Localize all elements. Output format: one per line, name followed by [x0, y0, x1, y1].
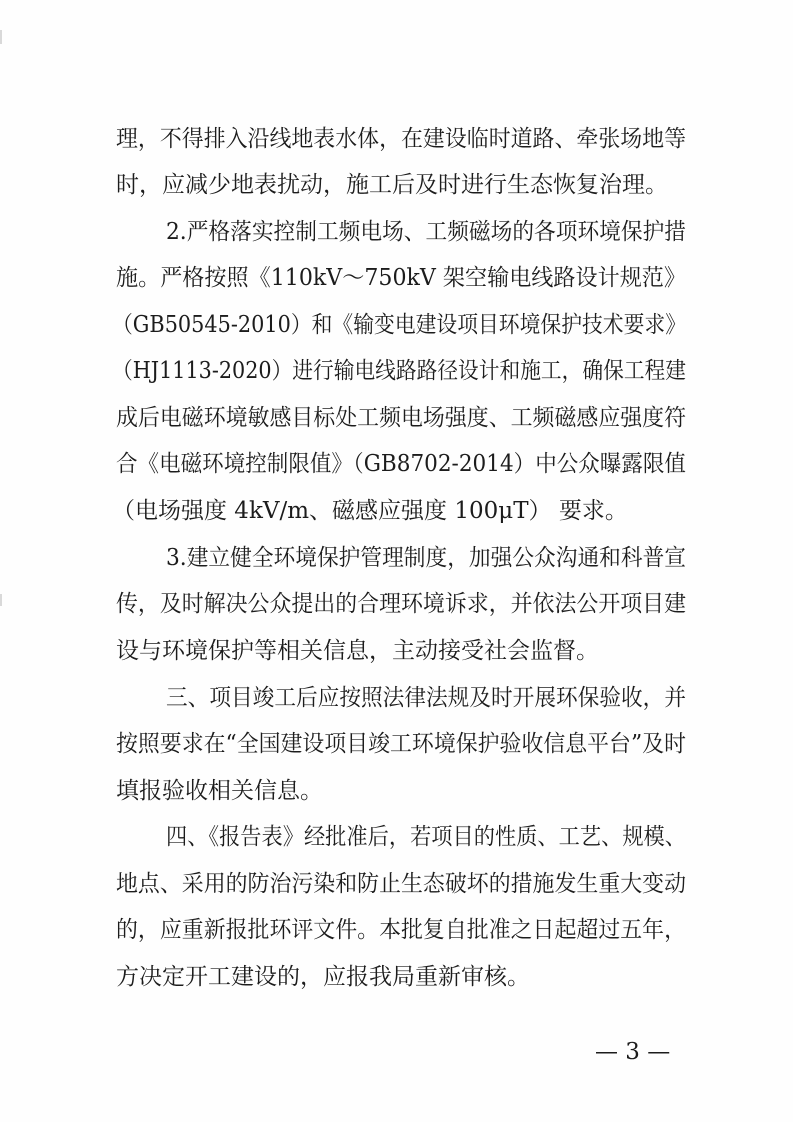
- paragraph-line: 时，应减少地表扰动，施工后及时进行生态恢复治理。: [116, 172, 668, 198]
- paragraph-line: 传，及时解决公众提出的合理环境诉求，并依法公开项目建: [116, 591, 687, 617]
- paragraph-line: （HJ1113-2020）进行输电线路路径设计和施工，确保工程建: [112, 358, 686, 384]
- paragraph-line: 的，应重新报批环评文件。本批复自批准之日起超过五年，: [116, 917, 687, 943]
- paragraph-line: 四、《报告表》经批准后，若项目的性质、工艺、规模、: [166, 824, 686, 850]
- paragraph-line: 合《电磁环境控制限值》（GB8702-2014）中公众曝露限值: [116, 451, 686, 477]
- paragraph-line: 成后电磁环境敏感目标处工频电场强度、工频磁感应强度符: [116, 405, 687, 431]
- paragraph-line: 填报验收相关信息。: [116, 778, 323, 804]
- scan-edge-mark: [0, 594, 2, 606]
- paragraph-line: 地点、采用的防治污染和防止生态破坏的措施发生重大变动: [116, 871, 687, 897]
- scan-edge-mark: [0, 30, 2, 44]
- paragraph-line: 三、项目竣工后应按照法律法规及时开展环保验收，并: [166, 685, 686, 711]
- paragraph-line: 设与环境保护等相关信息，主动接受社会监督。: [116, 638, 599, 664]
- paragraph-line: 方决定开工建设的，应报我局重新审核。: [116, 964, 530, 990]
- paragraph-line: 施。严格按照《110kV～750kV 架空输电线路设计规范》: [116, 265, 687, 291]
- paragraph-line: 理，不得排入沿线地表水体，在建设临时道路、牵张场地等: [116, 126, 687, 152]
- paragraph-line: （GB50545-2010）和《输变电建设项目环境保护技术要求》: [112, 312, 687, 338]
- paragraph-line: 按照要求在“全国建设项目竣工环境保护验收信息平台”及时: [116, 731, 686, 757]
- paragraph-line: 3.建立健全环境保护管理制度，加强公众沟通和科普宣: [166, 545, 686, 571]
- page-number: — 3 —: [595, 1039, 671, 1065]
- paragraph-line: （电场强度 4kV/m、磁感应强度 100μT） 要求。: [112, 498, 628, 524]
- paragraph-line: 2.严格落实控制工频电场、工频磁场的各项环境保护措: [166, 219, 686, 245]
